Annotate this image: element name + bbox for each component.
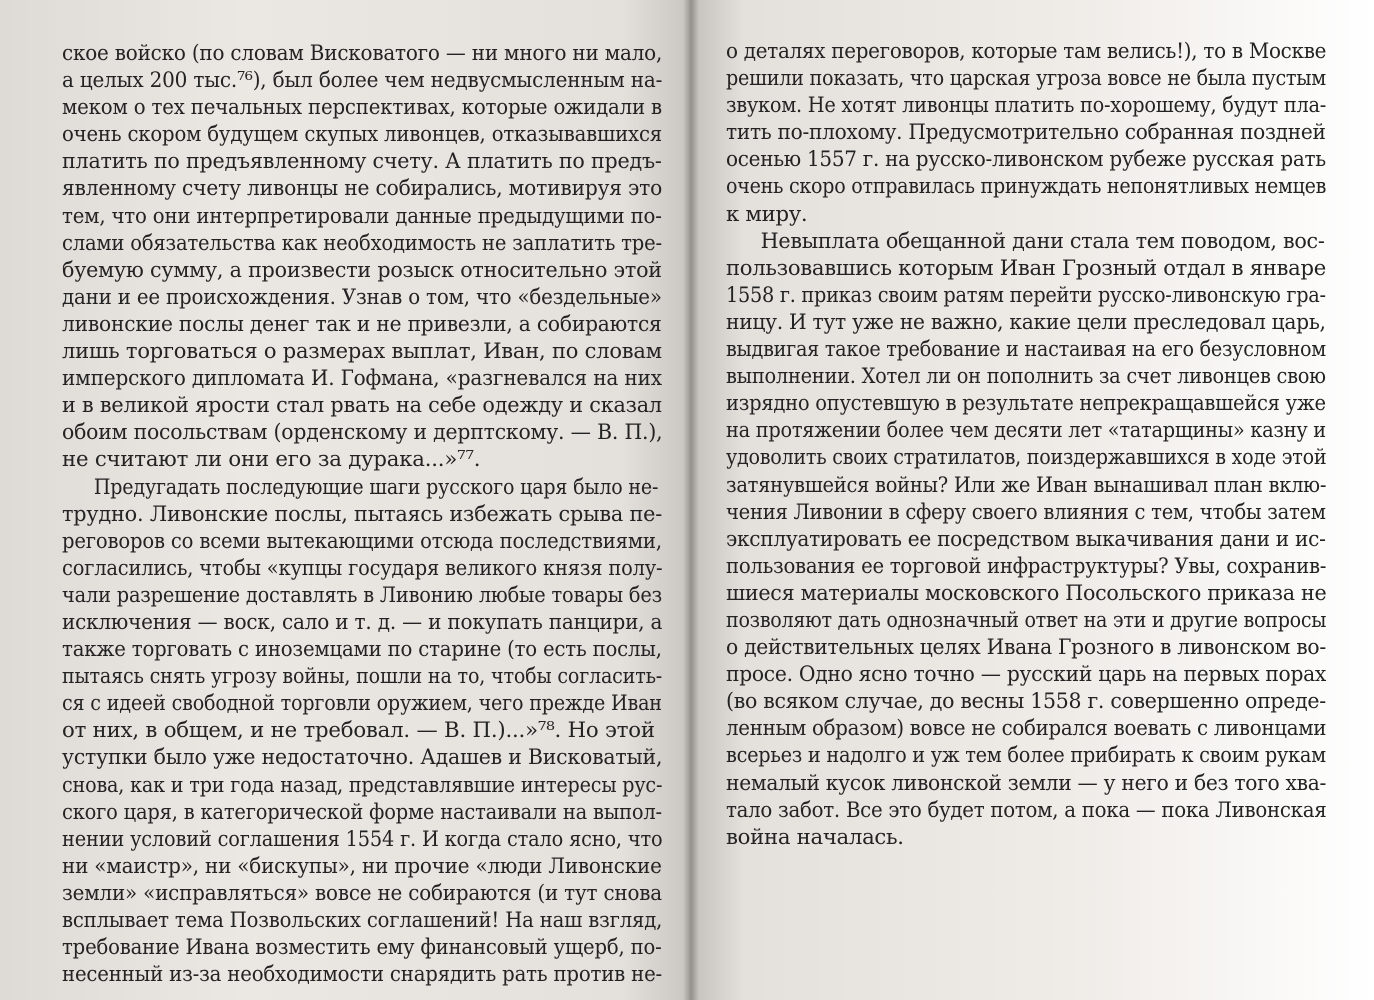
text-line: имперского дипломата И. Гофмана, «разгневался на них [62,366,662,392]
text-line: реговоров со всеми вытекающими отсюда последствиями, [62,528,662,554]
text-line: ского царя, в категорической форме настаивали на выпол- [62,799,662,825]
text-line: изрядно опустевшую в результате непрекращавшейся уже [726,391,1326,417]
text-line: и в великой ярости стал рвать на себе одежду и сказал [62,393,662,419]
text-line: от них, в общем, и не требовал. — В. П.)...»⁷⁸. Но этой [62,718,655,744]
text-line: решили показать, что царская угроза вовсе не была пустым [726,66,1326,92]
text-line: снова, как и три года назад, представлявшие интересы рус- [62,772,663,798]
text-line: ни «маистр», ни «бискупы», ни прочие «люди Ливонские [62,853,662,879]
text-line: дани и ее происхождения. Узнав о том, что «бездельные» [62,284,662,310]
text-line: слами обязательства как необходимость не заплатить тре- [62,230,662,256]
text-line: выполнении. Хотел ли он пополнить за счет ливонцев свою [726,364,1326,390]
text-line: о действительных целях Ивана Грозного в ливонском во- [726,635,1326,661]
text-line: ницу. И тут уже не важно, какие цели преследовал царь, [726,309,1326,335]
text-line: удоволить своих стратилатов, поиздержавшихся в ходе этой [726,445,1327,471]
text-line: тало забот. Все это будет потом, а пока — пока Ливонская [726,797,1327,823]
text-line: пытаясь снять угрозу войны, пошли на то, чтобы согласить- [62,664,663,690]
text-line: нении условий соглашения 1554 г. И когда стало ясно, что [62,826,663,852]
text-line: позволяют дать однозначный ответ на эти и другие вопросы [726,607,1327,633]
text-line: также торговать с иноземцами по старине (то есть послы, [62,637,662,663]
text-line: ское войско (по словам Висковатого — ни много ни мало, [62,41,663,66]
book-gutter [683,0,699,1000]
text-line: меком о тех печальных перспективах, которые ожидали в [62,95,662,121]
text-line: ливонские послы денег так и не привезли, а собираются [62,311,662,337]
text-line: несенный из-за необходимости снарядить рать против не- [62,962,663,988]
text-line: к миру. [726,201,808,227]
text-line: 1558 г. приказ своим ратям перейти русско-ливонскую гра- [726,282,1326,308]
text-line: а целых 200 тыс.⁷⁶), был более чем недвусмысленным на- [62,68,663,94]
text-line: исключения — воск, сало и т. д. — и покупать панцири, а [62,609,663,635]
text-line: (во всяком случае, до весны 1558 г. совершенно опреде- [726,689,1326,715]
text-line: чали разрешение доставлять в Ливонию любые товары без [62,582,663,608]
text-line: земли» «исправляться» вовсе не собираются (и тут снова [62,880,662,906]
right-page [690,0,1374,1000]
text-line: тить по-плохому. Предусмотрительно собранная поздней [726,120,1326,146]
text-line: осенью 1557 г. на русско-ливонском рубеже русская рать [726,147,1326,173]
text-line: пользовавшись которым Иван Грозный отдал в январе [726,255,1326,281]
text-line: Невыплата обещанной дани стала тем поводом, вос- [760,228,1325,254]
text-line: всплывает тема Позвольских соглашений! На наш взгляд, [62,908,663,933]
text-line: просе. Одно ясно точно — русский царь на первых порах [726,662,1327,688]
text-line: платить по предъявленному счету. А платить по предъ- [62,149,662,175]
left-page-text [62,40,670,988]
text-line: о деталях переговоров, которые там велись!), то в Москве [726,39,1327,64]
text-line: лишь торговаться о размерах выплат, Иван, по словам [62,339,662,365]
text-line: Предугадать последующие шаги русского царя было не- [93,474,659,500]
text-line: шиеся материалы московского Посольского приказа не [726,580,1327,606]
text-line: обоим посольствам (орденскому и дерптскому. — В. П.), [62,420,663,446]
text-line: не считают ли они его за дурака...»⁷⁷. [62,447,481,473]
text-line: требование Ивана возместить ему финансовый ущерб, по- [62,935,662,961]
text-line: пользования ее торговой инфраструктуры? Увы, сохранив- [726,553,1327,579]
text-line: выдвигая такое требование и настаивая на его безусловном [726,337,1326,363]
right-page-text [726,38,1334,851]
text-line: явленному счету ливонцы не собирались, мотивируя это [62,176,663,202]
text-line: война началась. [726,824,904,850]
text-line: очень скором будущем скупых ливонцев, отказывавшихся [62,122,663,148]
text-line: эксплуатировать ее посредством выкачивания дани и ис- [726,526,1326,552]
text-line: на протяжении более чем десяти лет «татарщины» казну и [726,418,1326,444]
text-line: трудно. Ливонские послы, пытаясь избежать срыва пе- [62,501,663,527]
text-line: буемую сумму, а произвести розыск относительно этой [62,257,662,283]
text-line: затянувшейся войны? Или же Иван вынашивал план вклю- [726,472,1327,498]
text-line: согласились, чтобы «купцы государя великого князя полу- [62,555,663,581]
text-line: ся с идеей свободной торговли оружием, чего прежде Иван [62,691,662,717]
text-line: звуком. Не хотят ливонцы платить по-хорошему, будут пла- [726,93,1327,119]
text-line: немалый кусок ливонской земли — у него и без того хва- [726,770,1327,796]
text-line: чения Ливонии в сферу своего влияния с тем, чтобы затем [726,499,1326,525]
text-line: уступки было уже недостаточно. Адашев и Висковатый, [62,745,663,771]
text-line: всерьез и надолго и уж тем более прибирать к своим рукам [726,743,1326,769]
text-line: очень скоро отправилась принуждать непонятливых немцев [726,174,1327,200]
text-line: тем, что они интерпретировали данные предыдущими по- [62,203,662,229]
text-line: ленным образом) вовсе не собирался воевать с ливонцами [726,716,1327,742]
